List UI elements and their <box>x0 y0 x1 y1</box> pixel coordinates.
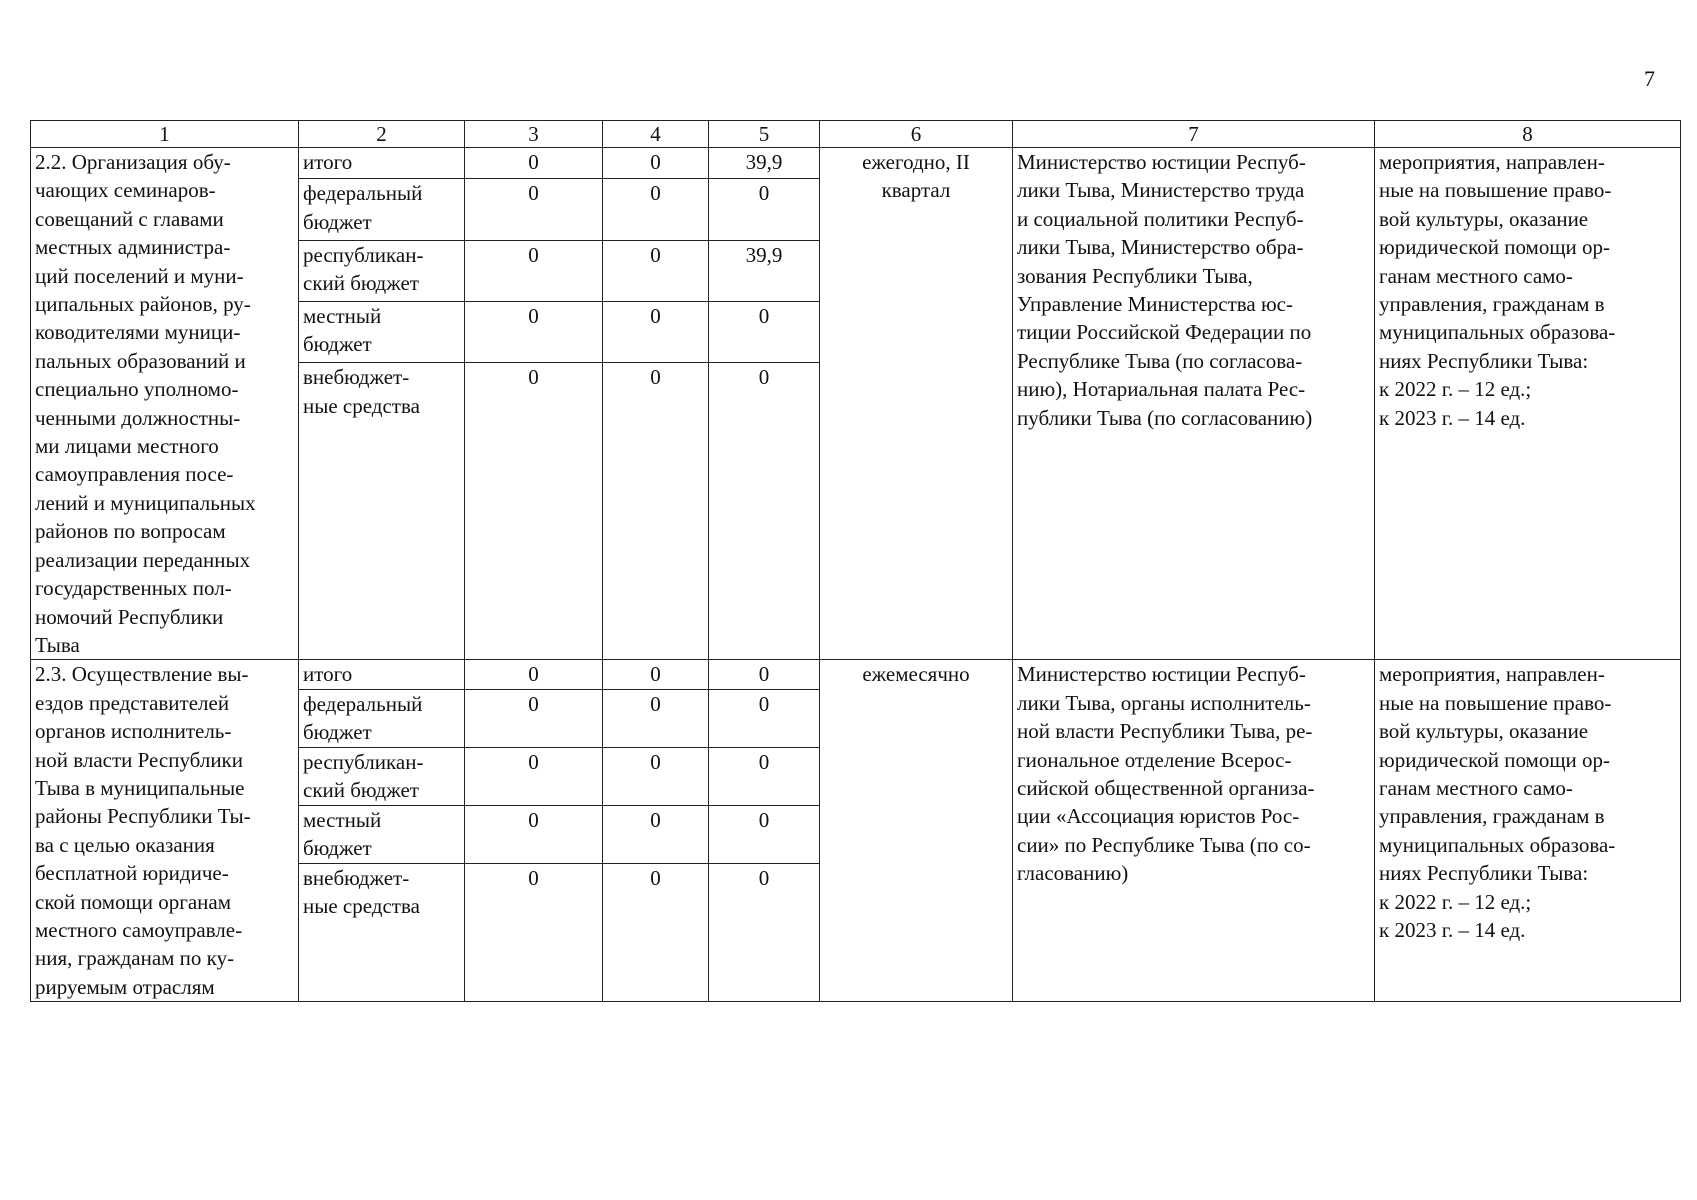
empty-cell <box>603 424 709 660</box>
empty-cell <box>709 424 820 660</box>
value-col4: 0 <box>603 747 709 805</box>
value-col3: 0 <box>465 689 603 747</box>
empty-cell <box>709 921 820 1002</box>
funding-source: республикан- ский бюджет <box>299 747 465 805</box>
funding-source: республикан- ский бюджет <box>299 240 465 301</box>
value-col5: 39,9 <box>709 240 820 301</box>
column-header: 6 <box>820 121 1013 148</box>
value-col5: 0 <box>709 179 820 240</box>
empty-cell <box>465 921 603 1002</box>
value-col3: 0 <box>465 660 603 690</box>
funding-source: федеральный бюджет <box>299 179 465 240</box>
funding-source: местный бюджет <box>299 301 465 362</box>
empty-cell <box>603 921 709 1002</box>
column-header: 5 <box>709 121 820 148</box>
value-col3: 0 <box>465 179 603 240</box>
value-col5: 0 <box>709 805 820 863</box>
table-row <box>31 148 1681 179</box>
value-col4: 0 <box>603 660 709 690</box>
value-col3: 0 <box>465 863 603 921</box>
value-col4: 0 <box>603 805 709 863</box>
value-col3: 0 <box>465 363 603 424</box>
value-col4: 0 <box>603 863 709 921</box>
value-col5: 0 <box>709 363 820 424</box>
column-number-row <box>31 121 1681 148</box>
empty-cell <box>465 424 603 660</box>
value-col5: 39,9 <box>709 148 820 179</box>
period: ежемесячно <box>820 660 1013 1002</box>
value-col3: 0 <box>465 240 603 301</box>
column-header: 2 <box>299 121 465 148</box>
responsible-executors: Министерство юстиции Респуб- лики Тыва, органы исполнитель- ной власти Республики Тыва, ре- гиональное отделение Всерос- сийской общественной организа- ции «Ассоциация юристов Рос- сии» по Республике Тыва (по со- гласованию) <box>1013 660 1375 1002</box>
value-col3: 0 <box>465 301 603 362</box>
column-header: 8 <box>1375 121 1681 148</box>
activity-description: 2.3. Осуществление вы- ездов представителей органов исполнитель- ной власти Республики Тыва в муниципальные районы Республики Ты- ва с целью оказания бесплатной юридиче- ской помощи органам местного самоуправле- ния, гражданам по ку- рируемым отраслям <box>31 660 299 1002</box>
value-col3: 0 <box>465 747 603 805</box>
empty-cell <box>299 921 465 1002</box>
column-header: 1 <box>31 121 299 148</box>
value-col5: 0 <box>709 863 820 921</box>
column-header: 7 <box>1013 121 1375 148</box>
value-col4: 0 <box>603 301 709 362</box>
column-header: 3 <box>465 121 603 148</box>
expected-result: мероприятия, направлен- ные на повышение право- вой культуры, оказание юридической помощи ор- ганам местного само- управления, гражданам в муниципальных образова- ниях Республики Тыва: к 2022 г. – 12 ед.; к 2023 г. – 14 ед. <box>1375 148 1681 660</box>
value-col4: 0 <box>603 148 709 179</box>
responsible-executors: Министерство юстиции Респуб- лики Тыва, Министерство труда и социальной политики Респуб- лики Тыва, Министерство обра- зования Республики Тыва, Управление Министерства юс- тиции Российской Федерации по Республике Тыва (по согласова- нию), Нотариальная палата Рес- публики Тыва (по согласованию) <box>1013 148 1375 660</box>
empty-cell <box>299 424 465 660</box>
value-col4: 0 <box>603 179 709 240</box>
value-col3: 0 <box>465 148 603 179</box>
value-col4: 0 <box>603 363 709 424</box>
page-number: 7 <box>1644 66 1655 91</box>
value-col5: 0 <box>709 660 820 690</box>
period: ежегодно, II квартал <box>820 148 1013 660</box>
expected-result: мероприятия, направлен- ные на повышение право- вой культуры, оказание юридической помощи ор- ганам местного само- управления, гражданам в муниципальных образова- ниях Республики Тыва: к 2022 г. – 12 ед.; к 2023 г. – 14 ед. <box>1375 660 1681 1002</box>
value-col5: 0 <box>709 301 820 362</box>
value-col3: 0 <box>465 805 603 863</box>
table-row <box>31 660 1681 690</box>
activity-description: 2.2. Организация обу- чающих семинаров- совещаний с главами местных администра- ций поселений и муни- ципальных районов, ру- ководителями муници- пальных образований и специально уполномо- ченными должностны- ми лицами местного самоуправления посе- лений и муниципальных районов по вопросам реализации переданных государственных пол- номочий Республики Тыва <box>31 148 299 660</box>
funding-source: внебюджет- ные средства <box>299 363 465 424</box>
value-col5: 0 <box>709 747 820 805</box>
value-col4: 0 <box>603 240 709 301</box>
column-header: 4 <box>603 121 709 148</box>
funding-source: итого <box>299 148 465 179</box>
funding-source: итого <box>299 660 465 690</box>
value-col4: 0 <box>603 689 709 747</box>
funding-source: внебюджет- ные средства <box>299 863 465 921</box>
funding-source: местный бюджет <box>299 805 465 863</box>
value-col5: 0 <box>709 689 820 747</box>
funding-source: федеральный бюджет <box>299 689 465 747</box>
program-table <box>30 120 1681 1002</box>
